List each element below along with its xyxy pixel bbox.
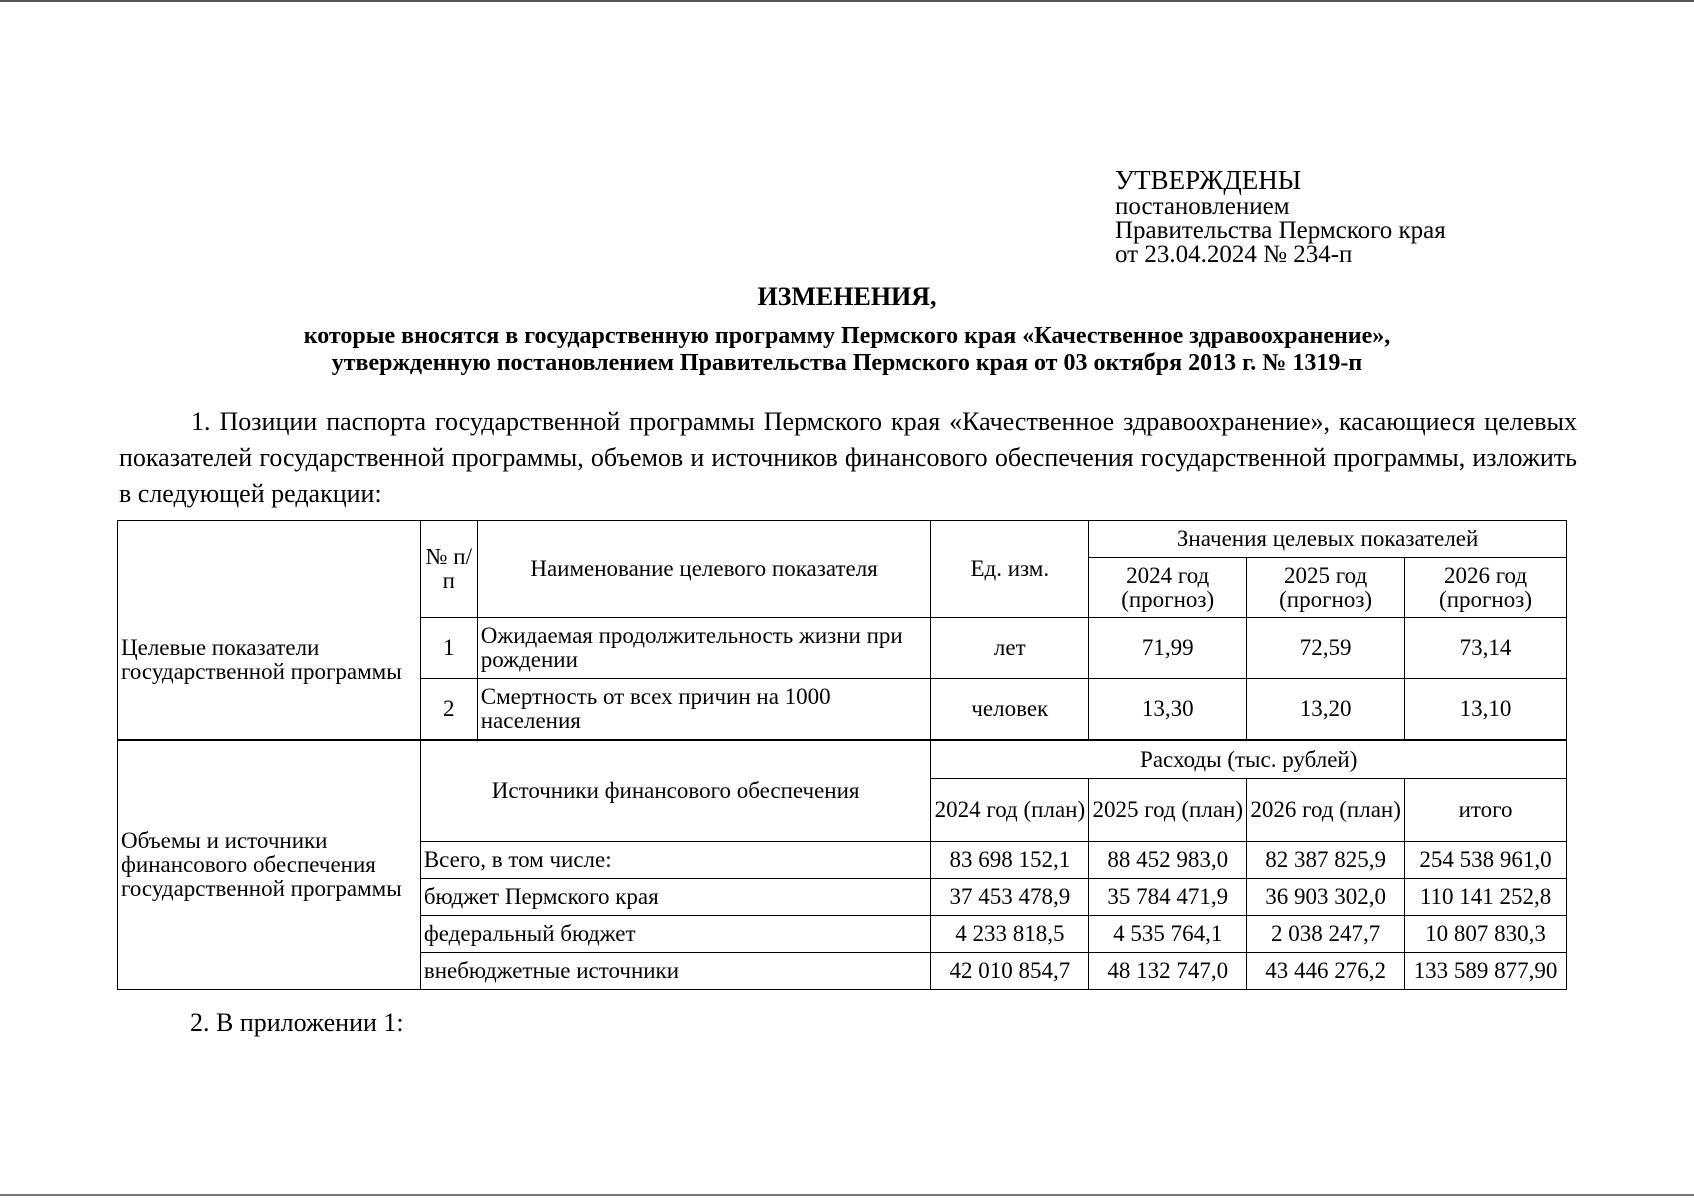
row-value-2025: 72,59 [1247, 618, 1405, 679]
row-total: 110 141 252,8 [1405, 879, 1567, 916]
approval-line-2: постановлением [1115, 193, 1290, 220]
col-header-unit: Ед. изм. [931, 521, 1089, 618]
col-header-num: № п/п [420, 521, 477, 618]
col-header-year-2024: 2024 год (прогноз) [1089, 558, 1247, 618]
col-header-plan-2024: 2024 год (план) [931, 779, 1089, 842]
row-value-2024: 71,99 [1089, 618, 1247, 679]
row-value-2026: 73,14 [1405, 618, 1567, 679]
row-total: 133 589 877,90 [1405, 953, 1567, 990]
subtitle-line-2: утвержденную постановлением Правительства Пермского края от 03 октября 2013 г. № 1319-п [331, 350, 1363, 376]
col-header-values: Значения целевых показателей [1089, 521, 1567, 558]
col-header-plan-2026: 2026 год (план) [1247, 779, 1405, 842]
row-total: 254 538 961,0 [1405, 842, 1567, 879]
approval-line-4: от 23.04.2024 № 234-п [1115, 241, 1353, 268]
finance-table [117, 740, 1567, 990]
row-unit: лет [931, 618, 1089, 679]
col-header-year-2025: 2025 год (прогноз) [1247, 558, 1405, 618]
row-source: Всего, в том числе: [420, 842, 931, 879]
document-title: ИЗМЕНЕНИЯ, [757, 282, 937, 311]
row-plan-2026: 82 387 825,9 [1247, 842, 1405, 879]
row-plan-2024: 83 698 152,1 [931, 842, 1089, 879]
row-plan-2026: 2 038 247,7 [1247, 916, 1405, 953]
row-plan-2025: 35 784 471,9 [1089, 879, 1247, 916]
finance-section-label: Объемы и источники финансового обеспечения государственной программы [118, 741, 421, 990]
approval-line-3: Правительства Пермского края [1115, 217, 1446, 244]
col-header-total: итого [1405, 779, 1567, 842]
approval-stamp-block [1115, 165, 1446, 267]
subtitle-line-1: которые вносятся в государственную программу Пермского края «Качественное здравоохранение», [303, 323, 1391, 349]
row-plan-2025: 4 535 764,1 [1089, 916, 1247, 953]
col-header-year-2026: 2026 год (прогноз) [1405, 558, 1567, 618]
col-header-expenses: Расходы (тыс. рублей) [931, 741, 1567, 779]
row-value-2026: 13,10 [1405, 679, 1567, 740]
row-unit: человек [931, 679, 1089, 740]
col-header-name: Наименование целевого показателя [477, 521, 931, 618]
indicators-table [117, 520, 1567, 740]
col-header-sources: Источники финансового обеспечения [420, 741, 931, 842]
row-plan-2025: 48 132 747,0 [1089, 953, 1247, 990]
row-name: Смертность от всех причин на 1000 населения [477, 679, 931, 740]
row-source: федеральный бюджет [420, 916, 931, 953]
row-num: 1 [420, 618, 477, 679]
scan-bottom-edge [0, 1194, 1694, 1196]
row-plan-2024: 37 453 478,9 [931, 879, 1089, 916]
indicators-section-label: Целевые показатели государственной программы [118, 521, 421, 740]
col-header-plan-2025: 2025 год (план) [1089, 779, 1247, 842]
row-plan-2025: 88 452 983,0 [1089, 842, 1247, 879]
row-source: бюджет Пермского края [420, 879, 931, 916]
row-total: 10 807 830,3 [1405, 916, 1567, 953]
row-plan-2024: 42 010 854,7 [931, 953, 1089, 990]
row-name: Ожидаемая продолжительность жизни при рождении [477, 618, 931, 679]
paragraph-2: 2. В приложении 1: [190, 1008, 404, 1037]
row-plan-2024: 4 233 818,5 [931, 916, 1089, 953]
row-num: 2 [420, 679, 477, 740]
paragraph-1: 1. Позиции паспорта государственной программы Пермского края «Качественное здравоохранение», касающиеся целевых показателей государственной программы, объемов и источников финансового обеспечения государственной программы, изложить в следующей редакции: [119, 407, 1577, 508]
document-subtitle [0, 323, 1694, 377]
row-plan-2026: 43 446 276,2 [1247, 953, 1405, 990]
row-source: внебюджетные источники [420, 953, 931, 990]
row-plan-2026: 36 903 302,0 [1247, 879, 1405, 916]
approval-heading: УТВЕРЖДЕНЫ [1115, 165, 1302, 195]
scan-top-edge [0, 0, 1694, 2]
row-value-2024: 13,30 [1089, 679, 1247, 740]
row-value-2025: 13,20 [1247, 679, 1405, 740]
